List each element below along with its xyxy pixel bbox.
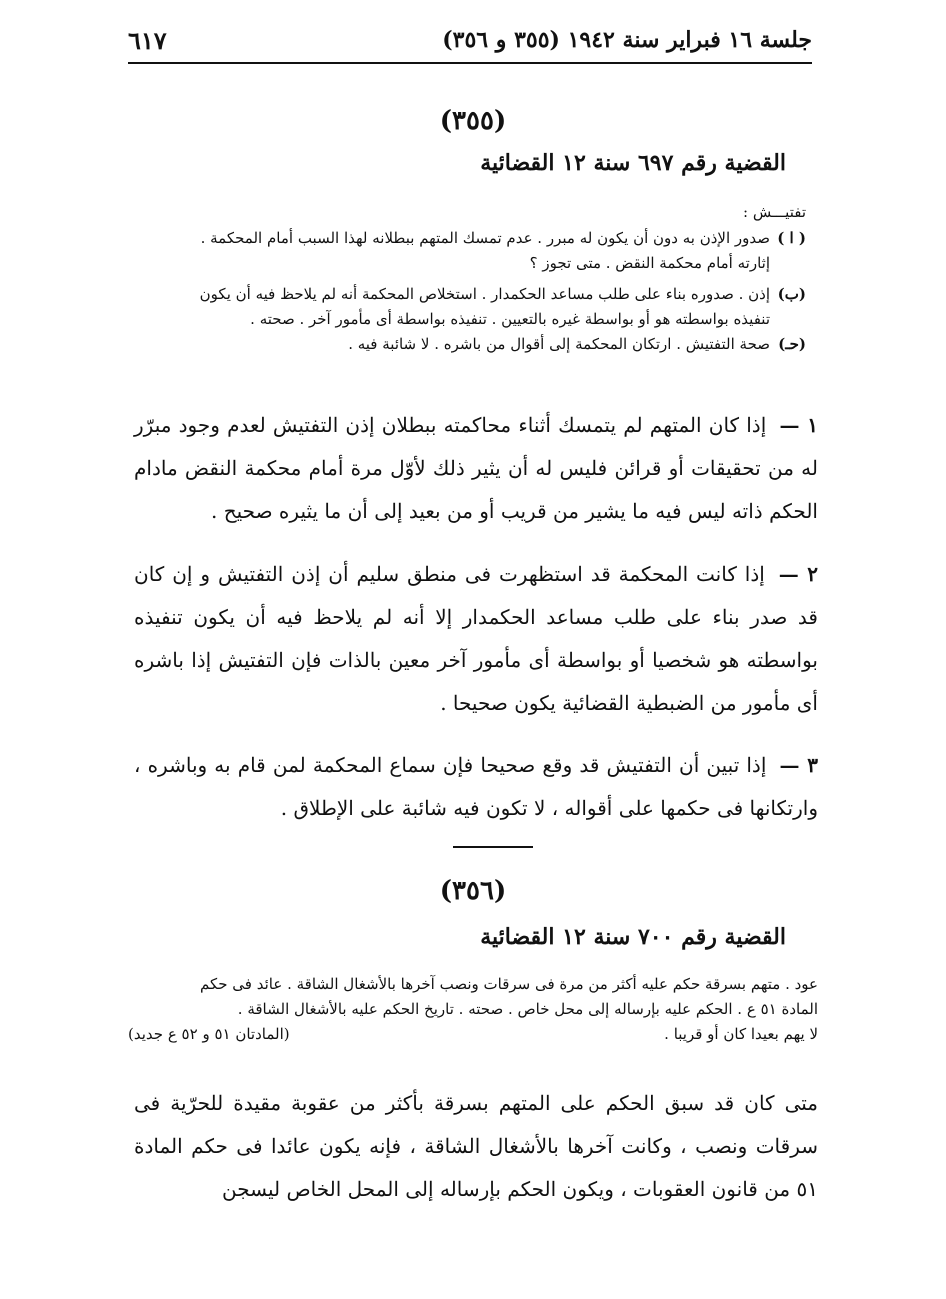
- summary-line: لا يهم بعيدا كان أو قريبا .: [664, 1025, 818, 1043]
- principle-1: [134, 404, 818, 533]
- item-line: صدور الإذن به دون أن يكون له مبرر . عدم تمسك المتهم ببطلانه لهذا السبب أمام المحكمة .: [200, 229, 770, 247]
- case-356-paragraph: متى كان قد سبق الحكم على المتهم بسرقة بأكثر من عقوبة مقيدة للحرّية فى سرقات ونصب ، وكانت آخرها بالأشغال الشاقة ، فإنه يكون عائدا فى حكم المادة ٥١ من قانون العقوبات ، ويكون الحكم بإرساله إلى المحل الخاص ليسجن: [134, 1091, 818, 1201]
- item-line-continued: إثارته أمام محكمة النقض . متى تجوز ؟: [529, 254, 770, 272]
- case-356-summary: [128, 972, 818, 1047]
- case-356-reference: القضية رقم ٧٠٠ سنة ١٢ القضائية: [480, 924, 786, 950]
- summary-line: عود . متهم بسرقة حكم عليه أكثر من مرة فى سرقات ونصب آخرها بالأشغال الشاقة . عائد فى حكم: [200, 975, 818, 993]
- principle-number: ١ —: [779, 413, 819, 437]
- principle-3: [134, 744, 818, 830]
- case-356-number: (٣٥٦): [439, 876, 507, 906]
- item-marker: ( ا ): [777, 229, 806, 247]
- case-355-topic: تفتيـــش :: [743, 203, 806, 221]
- page-number: ٦١٧: [128, 25, 167, 55]
- principle-number: ٣ —: [779, 753, 819, 777]
- item-line-continued: تنفيذه بواسطته هو أو بواسطة غيره بالتعيين . تنفيذه بواسطة أى مأمور آخر . صحته .: [250, 310, 770, 328]
- principle-2: [134, 553, 818, 725]
- section-divider: [453, 846, 533, 848]
- principle-text: إذا كان المتهم لم يتمسك أثناء محاكمته ببطلان إذن التفتيش لعدم وجود مبرّر له من تحقيقات أو قرائن فليس له أن يثير ذلك لأوّل مرة أمام محكمة النقض مادام الحكم ذاته ليس فيه ما يشير من قريب أو من بعيد إلى أن ما يثيره صحيح .: [134, 413, 818, 523]
- articles-note: (المادتان ٥١ و ٥٢ ع جديد): [128, 1025, 290, 1043]
- principle-number: ٢ —: [778, 562, 819, 586]
- item-marker: (حـ): [778, 335, 806, 353]
- item-marker: (ب): [777, 285, 806, 303]
- running-title: جلسة ١٦ فبراير سنة ١٩٤٢ (٣٥٥ و ٣٥٦): [442, 27, 812, 53]
- case-355-reference: القضية رقم ٦٩٧ سنة ١٢ القضائية: [480, 150, 786, 176]
- summary-item-b: [128, 282, 806, 307]
- principle-text: إذا تبين أن التفتيش قد وقع صحيحا فإن سماع المحكمة لمن قام به وباشره ، وارتكانها فى حكمها على أقواله ، لا تكون فيه شائبة على الإطلاق .: [134, 753, 818, 820]
- item-line: إذن . صدوره بناء على طلب مساعد الحكمدار . استخلاص المحكمة أنه لم يلاحظ فيه أن يكون: [199, 285, 770, 303]
- principle-text: إذا كانت المحكمة قد استظهرت فى منطق سليم أن إذن التفتيش و إن كان قد صدر بناء على طلب مساعد الحكمدار إلا أنه لم يلاحظ فيه أن يكون تنفيذه بواسطته هو شخصيا أو بواسطة أى مأمور آخر معين بالذات فإن التفتيش إذا باشره أى مأمور من الضبطية القضائية يكون صحيحا .: [134, 562, 818, 715]
- summary-item-c: [128, 332, 806, 357]
- summary-item-a: [128, 226, 806, 251]
- case-355-summary: [128, 226, 806, 357]
- summary-line: المادة ٥١ ع . الحكم عليه بإرساله إلى محل خاص . صحته . تاريخ الحكم عليه بالأشغال الشاقة .: [237, 1000, 818, 1018]
- summary-last-row: [128, 1022, 818, 1047]
- page-header: [128, 18, 812, 64]
- case-355-number: (٣٥٥): [439, 106, 507, 136]
- item-line: صحة التفتيش . ارتكان المحكمة إلى أقوال من باشره . لا شائبة فيه .: [348, 335, 770, 353]
